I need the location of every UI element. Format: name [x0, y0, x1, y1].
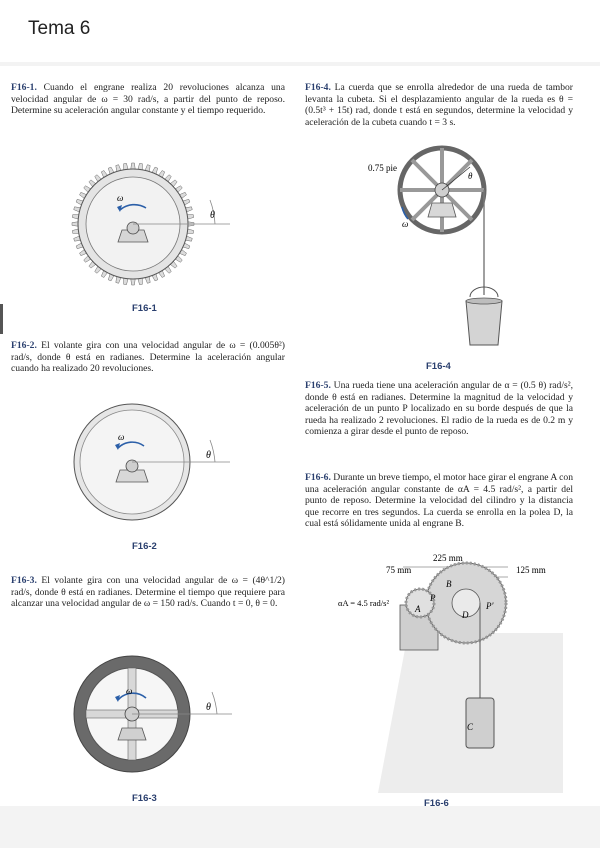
theta-label: θ	[468, 171, 473, 181]
omega-label: ω	[126, 686, 133, 696]
problem-f16-1	[11, 82, 285, 117]
problem-id: F16-5.	[305, 380, 331, 391]
problem-f16-2	[11, 340, 285, 375]
problem-f16-3	[11, 575, 285, 610]
problem-f16-6	[305, 472, 573, 530]
gear-tooth	[72, 222, 78, 226]
problem-f16-5	[305, 380, 573, 438]
figure-caption: F16-3	[132, 793, 157, 804]
radius-line	[442, 167, 470, 190]
dimension-225mm: 225 mm	[433, 553, 463, 563]
theta-arc	[212, 692, 217, 714]
omega-label: ω	[117, 193, 124, 203]
problem-id: F16-6.	[305, 472, 331, 483]
problem-text: Durante un breve tiempo, el motor hace girar el engrane A con una aceleración angular constante de αA = 4.5 rad/s², a partir del punto de reposo. Determine la velocidad del cilindro y la distancia que recorre en tres segundos. La cuerda se enrolla en la polea D, la cual está sólidamente unida al engrane B.	[305, 472, 574, 530]
problem-id: F16-4.	[305, 82, 331, 93]
gear-tooth	[131, 279, 135, 285]
figure-f16-2-flywheel	[70, 400, 260, 530]
theta-label: θ	[210, 210, 215, 221]
problem-text: Una rueda tiene una aceleración angular de α = (0.5 θ) rad/s², donde θ está en radianes. Determine la magnitud de la velocidad y aceleración de un punto P localizado en su borde después de que la rueda ha realizado 2 revoluciones. El radio de la rueda es de 0.2 m y comienza a girar desde el punto de reposo.	[305, 380, 573, 438]
problem-text: El volante gira con una velocidad angular de ω = (4θ^1/2) rad/s, donde θ está en radianes. Determine el tiempo que requiere para alcanzar una velocidad angular de ω = 150 rad/s. Cuando t = 0, θ = 0.	[11, 575, 285, 610]
top-header-bar	[0, 0, 600, 62]
bucket-rim	[466, 298, 502, 304]
pulley-d-label: D	[462, 610, 469, 620]
figure-f16-6-gear-train	[338, 553, 568, 798]
problem-f16-4	[305, 82, 573, 128]
omega-label: ω	[402, 219, 409, 229]
figure-caption: F16-4	[426, 361, 451, 372]
omega-label: ω	[118, 432, 125, 442]
gear-b-label: B	[446, 579, 452, 589]
dimension-75mm: 75 mm	[386, 565, 412, 575]
alpha-label: αA = 4.5 rad/s²	[338, 598, 389, 608]
wheel-mount	[118, 728, 146, 740]
problem-text: Cuando el engrane realiza 20 revoluciones alcanza una velocidad angular de ω = 30 rad/s, a partir del punto de reposo. Determine su aceleración angular constante y el tiempo requerido.	[11, 82, 285, 117]
bucket	[466, 301, 502, 345]
figure-caption: F16-2	[132, 541, 157, 552]
figure-f16-4-drum-bucket	[362, 145, 522, 355]
theta-label: θ	[206, 702, 211, 713]
figure-caption: F16-1	[132, 303, 157, 314]
problem-id: F16-1.	[11, 82, 37, 93]
point-p-label: P	[430, 593, 436, 603]
cylinder-c-label: C	[467, 722, 474, 732]
problem-id: F16-3.	[11, 575, 37, 586]
drum-support	[428, 203, 456, 217]
problem-id: F16-2.	[11, 340, 37, 351]
figure-f16-3-spoked-wheel	[72, 652, 262, 782]
gear-a-label: A	[415, 604, 421, 614]
point-p-prime-label: P'	[486, 601, 494, 611]
radius-label: 0.75 pie	[368, 163, 397, 173]
dimension-125mm: 125 mm	[516, 565, 546, 575]
margin-marker	[0, 304, 3, 334]
figure-caption: F16-6	[424, 798, 449, 809]
gear-tooth	[131, 163, 135, 169]
figure-f16-1-gear	[60, 150, 250, 300]
problem-text: La cuerda que se enrolla alrededor de una rueda de tambor levanta la cubeta. Si el desplazamiento angular de la rueda es θ = (0.5t³ + 15t) rad, donde t está en segundos, determine la velocidad y aceleración de la cubeta cuando t = 3 s.	[305, 82, 573, 128]
theta-label: θ	[206, 450, 211, 461]
problem-text: El volante gira con una velocidad angular de ω = (0.005θ²) rad/s, donde θ está en radianes. Determine la aceleración angular cuando ha realizado 20 revoluciones.	[11, 340, 286, 375]
page-title: Tema 6	[28, 18, 91, 39]
